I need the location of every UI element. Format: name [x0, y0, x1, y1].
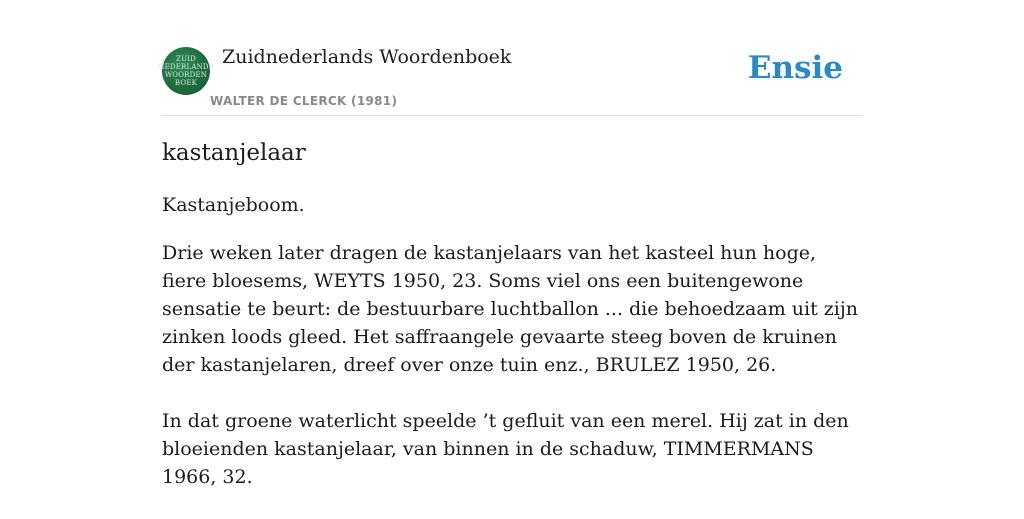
dictionary-logo[interactable] [158, 47, 214, 95]
logo-line-4: BOEK [174, 79, 198, 87]
logo-line-1: ZUID [176, 55, 196, 63]
entry-definition: Kastanjeboom. [162, 194, 305, 216]
dictionary-title[interactable]: Zuidnederlands Woordenboek [222, 46, 512, 68]
entry-word: kastanjelaar [162, 140, 306, 166]
dictionary-author: WALTER DE CLERCK (1981) [210, 94, 398, 108]
logo-line-3: WOORDEN [164, 71, 208, 79]
dictionary-header [158, 40, 862, 116]
entry-examples [162, 239, 862, 519]
logo-line-2: NEDERLANDS [158, 63, 214, 71]
ensie-brand-link[interactable]: Ensie [747, 50, 843, 86]
example-paragraph: In dat groene waterlicht speelde ’t gefluit van een merel. Hij zat in den bloeienden kastanjelaar, van binnen in de schaduw, TIMMERMANS 1966, 32. [162, 410, 849, 488]
example-paragraph: Drie weken later dragen de kastanjelaars van het kasteel hun hoge, fiere bloesems, WEYTS 1950, 23. Soms viel ons een buitengewone sensatie te beurt: de bestuurbare luchtballon ... die behoedzaam uit zijn zinken loods gleed. Het saffraangele gevaarte steeg boven de kruinen der kastanjelaren, dreef over onze tuin enz., BRULEZ 1950, 26. [162, 242, 858, 376]
